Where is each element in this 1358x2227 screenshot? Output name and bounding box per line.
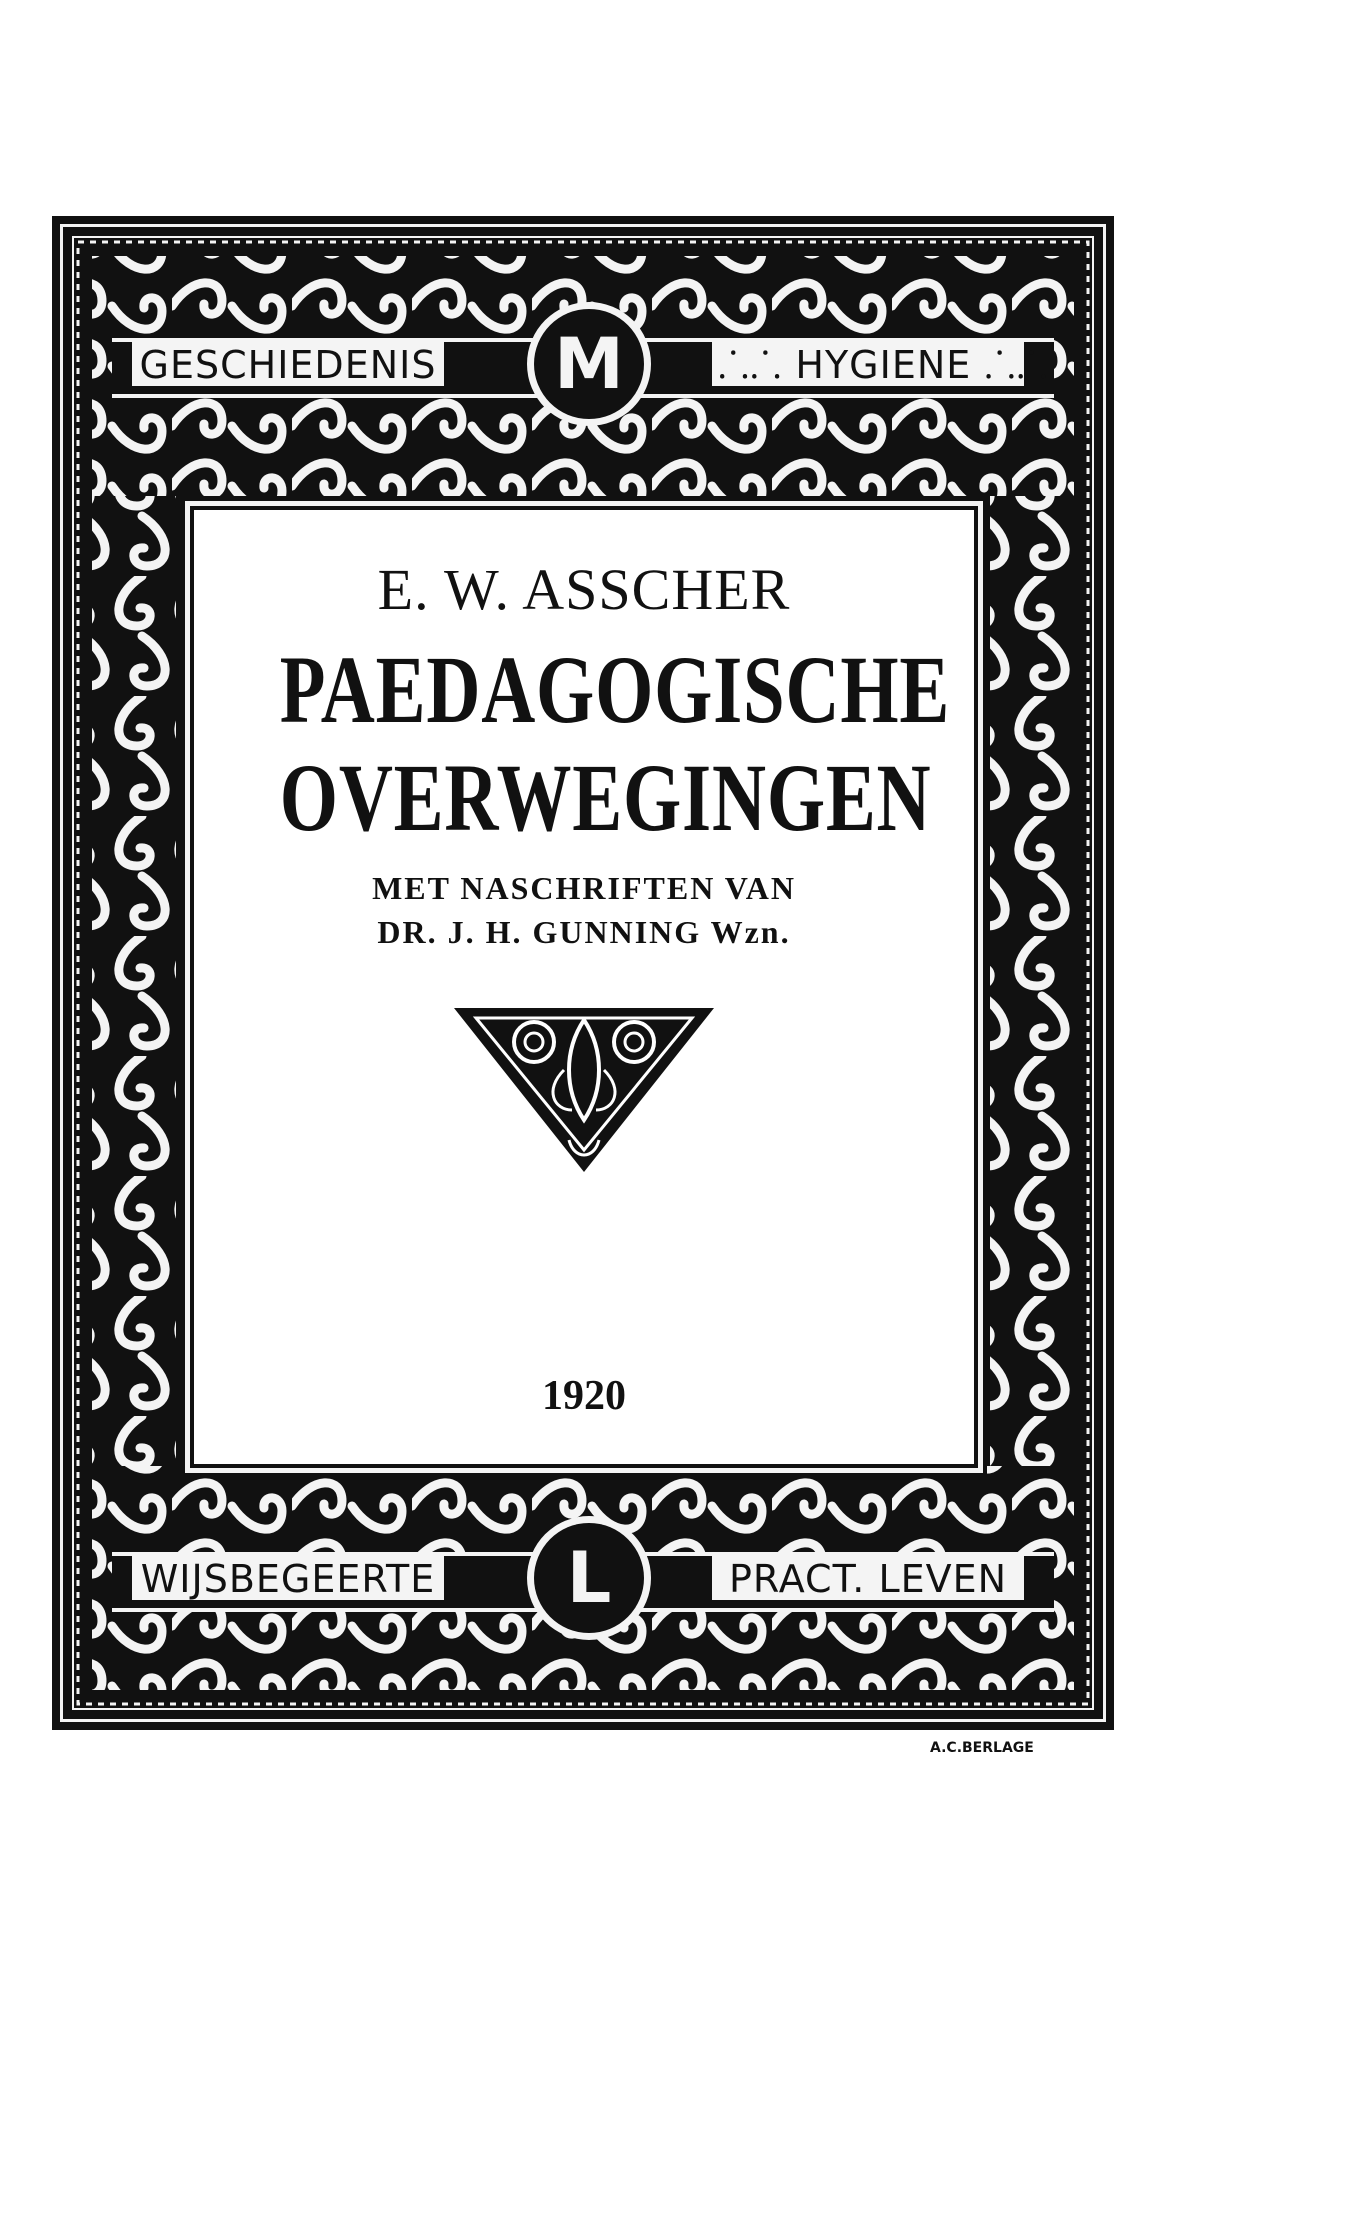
monogram-letter: M	[534, 309, 644, 419]
title-panel	[190, 506, 978, 1468]
author-name: E. W. ASSCHER	[377, 557, 791, 622]
publisher-monogram-top	[527, 302, 651, 426]
floral-triangle-ornament-icon	[454, 1000, 714, 1180]
series-label-hygiene: ⸫⸫ HYGIENE ⸫⸫	[712, 342, 1024, 386]
book-cover	[52, 216, 1114, 1730]
series-label-pract-leven: PRACT. LEVEN	[712, 1556, 1024, 1600]
title-line-1: PAEDAGOGISCHE	[279, 636, 951, 743]
subtitle-line-2: DR. J. H. GUNNING Wzn.	[377, 914, 791, 950]
subtitle-line-1: MET NASCHRIFTEN VAN	[372, 870, 796, 906]
series-label-geschiedenis: GESCHIEDENIS	[132, 342, 444, 386]
series-label-wijsbegeerte: WIJSBEGEERTE	[132, 1556, 444, 1600]
title-line-2: OVERWEGINGEN	[279, 744, 932, 851]
designer-credit: A.C.BERLAGE	[930, 1740, 1034, 1756]
publisher-monogram-bottom	[527, 1516, 651, 1640]
monogram-letter: L	[534, 1523, 644, 1633]
publication-year: 1920	[542, 1373, 626, 1419]
